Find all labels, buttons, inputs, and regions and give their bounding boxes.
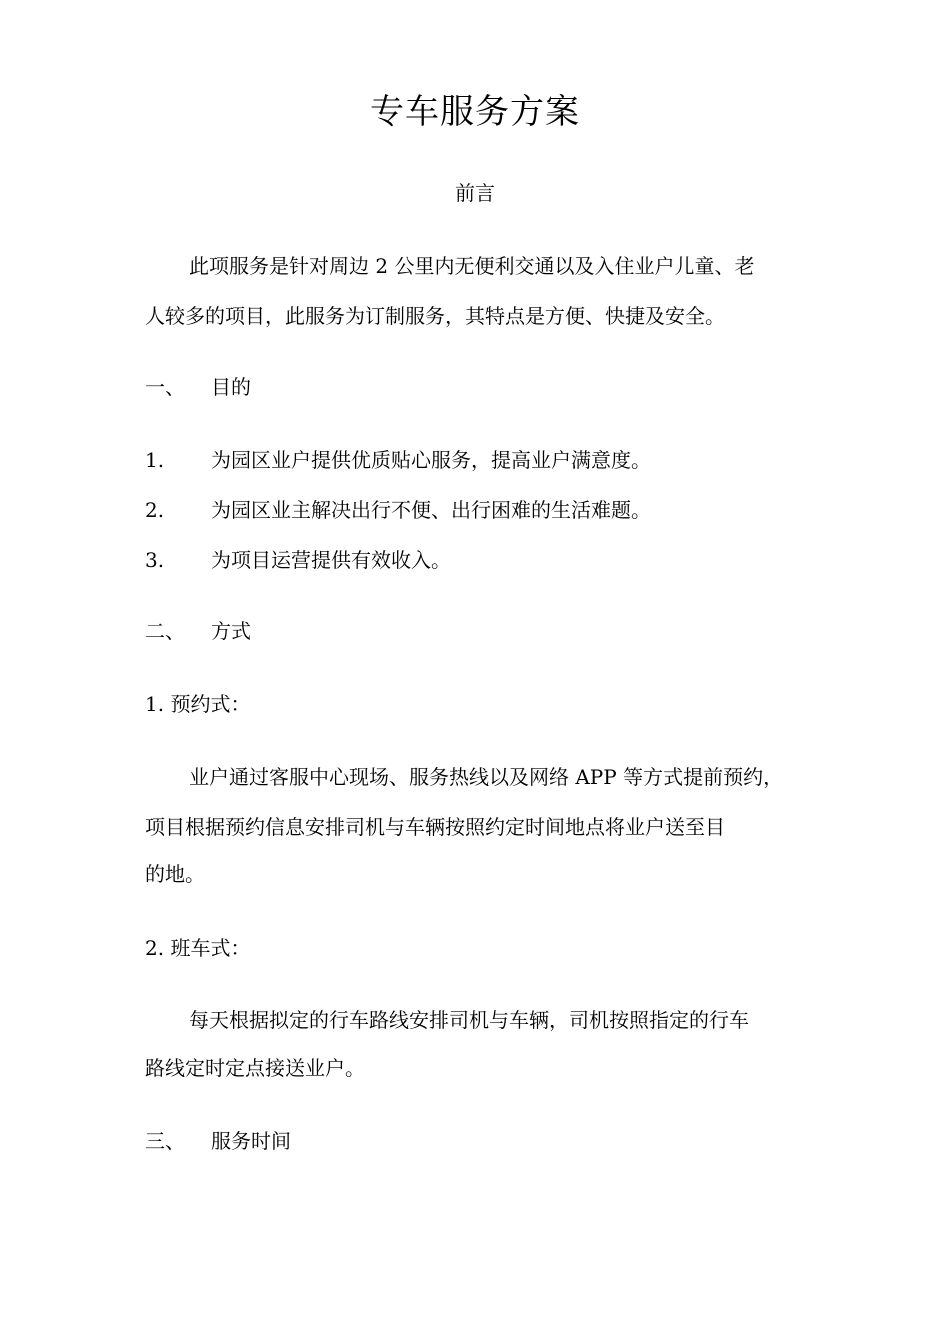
section-1-title: 目的 xyxy=(211,375,251,399)
list-item-text: 为项目运营提供有效收入。 xyxy=(211,548,451,572)
list-item xyxy=(145,495,651,525)
list-item xyxy=(145,545,451,575)
list-item-number: 2. xyxy=(145,498,165,522)
subsection-1-heading: 1. 预约式： xyxy=(145,692,251,716)
section-3-title: 服务时间 xyxy=(211,1129,291,1153)
section-1-heading xyxy=(145,372,251,402)
section-3-number: 三、 xyxy=(145,1129,185,1153)
subsection-1-line-3: 的地。 xyxy=(145,862,205,886)
section-1-number: 一、 xyxy=(145,375,185,399)
intro-line-2: 人较多的项目，此服务为订制服务，其特点是方便、快捷及安全。 xyxy=(145,304,725,328)
section-3-heading xyxy=(145,1126,291,1156)
subsection-2-line-2: 路线定时定点接送业户。 xyxy=(145,1056,365,1080)
intro-line-1: 此项服务是针对周边 2 公里内无便利交通以及入住业户儿童、老 xyxy=(189,254,755,278)
list-item-text: 为园区业户提供优质贴心服务，提高业户满意度。 xyxy=(211,448,651,472)
subsection-1-line-2: 项目根据预约信息安排司机与车辆按照约定时间地点将业户送至目 xyxy=(145,815,725,839)
preface-heading: 前言 xyxy=(455,181,495,205)
subsection-1-line-1: 业户通过客服中心现场、服务热线以及网络 APP 等方式提前预约， xyxy=(189,765,784,789)
section-2-heading xyxy=(145,616,251,646)
list-item-number: 1. xyxy=(145,448,165,472)
list-item-text: 为园区业主解决出行不便、出行困难的生活难题。 xyxy=(211,498,651,522)
subsection-2-heading: 2. 班车式： xyxy=(145,936,251,960)
page-title: 专车服务方案 xyxy=(370,92,580,132)
section-2-number: 二、 xyxy=(145,619,185,643)
list-item xyxy=(145,445,651,475)
section-2-title: 方式 xyxy=(211,619,251,643)
subsection-2-line-1: 每天根据拟定的行车路线安排司机与车辆，司机按照指定的行车 xyxy=(189,1008,749,1032)
list-item-number: 3. xyxy=(145,548,165,572)
